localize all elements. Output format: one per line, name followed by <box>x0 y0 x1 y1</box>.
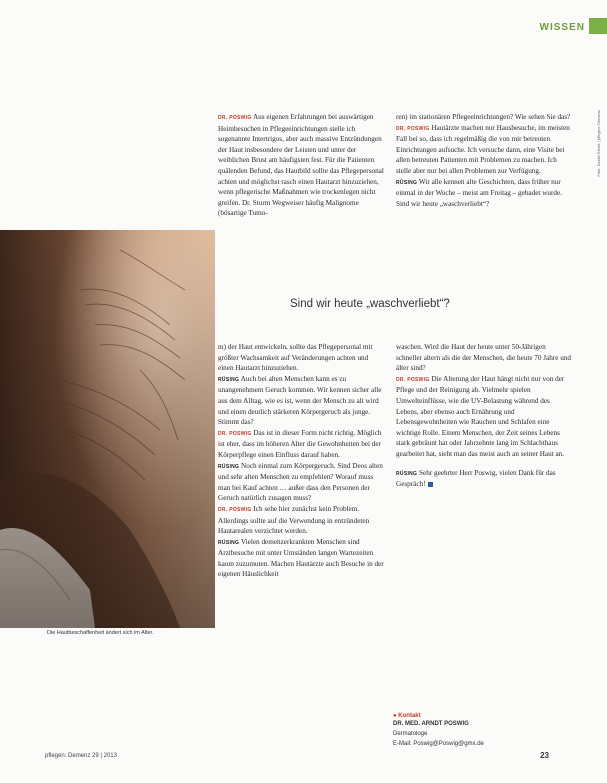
section-tag-bar <box>589 18 607 34</box>
paragraph-text: ren) im stationären Pflegeeinrichtungen? Wie sehen Sie das? <box>396 113 571 121</box>
column-1-bottom <box>218 342 384 580</box>
paragraph-text: Sehr geehrter Herr Poswig, vielen Dank für das Gespräch! <box>396 468 556 489</box>
paragraph <box>218 342 384 374</box>
paragraph <box>218 428 384 461</box>
paragraph <box>396 468 572 490</box>
paragraph-text: Das ist in dieser Form nicht richtig. Möglich ist eher, dass im höheren Alter die Gewohnheiten bei der Körperpflege einen Einfluss darauf haben. <box>218 428 382 459</box>
speaker-label: RÜSING <box>396 470 418 477</box>
paragraph <box>396 177 572 210</box>
contact-label-text: Kontakt <box>398 713 421 719</box>
paragraph-text: Ich sehe hier zunächst kein Problem. Allerdings sollte auf die Verwendung in entzündeten Hautarealen verzichtet werden. <box>218 504 370 536</box>
paragraph-text: Aus eigenen Erfahrungen bei auswärtigen Heimbesuchen in Pflegeeinrichtungen stelle ich sogenannte Intertrigos, aber auch massive Entzündungen der Haut insbesondere der Leisten und unter der weiblichen Brust am häufigsten fest. Für die Patienten quälenden Befund, das Hautbild sollte das Pflegepersonal achten und möglichst rasch einen Hautarzt hinzuziehen, wenn pflegerische Maßnahmen wie trockenlegen nicht greifen. Dr. Sturm Wegweiser häufig Malignome (bösartige Tumo- <box>218 113 384 218</box>
paragraph-text: Hautärzte machen nur Hausbesuche, im meisten Fall bei so, dass ich regelmäßig die von mir betreuten Einrichtungen aufsuche. Ich versuche dann, eine Visite bei allen betreuten Patienten mit Problemen zu machen. Ich stelle aber nur bei allen Problemen zur Verfügung. <box>396 123 570 175</box>
end-mark-icon <box>428 482 433 487</box>
paragraph <box>396 342 572 374</box>
contact-role: Dermatologe <box>393 731 428 737</box>
paragraph-text: waschen. Wird die Haut der heute unter 50-Jährigen schneller altern als die der Menschen, die heute 70 Jahre und älter sind? <box>396 343 572 373</box>
contact-email[interactable]: E-Mail: Poswig@Poswig@gmx.de <box>393 741 484 747</box>
article-photo <box>0 230 215 628</box>
page-number: 23 <box>540 751 549 760</box>
speaker-label: RÜSING <box>218 463 240 470</box>
paragraph-text: Noch einmal zum Körpergeruch. Sind Deos alten und sehr alten Menschen zu empfehlen? Worauf muss man bei Kauf achten … außer dass den Personen der Geruch natürlich zusagen muss? <box>218 461 383 503</box>
paragraph <box>218 537 384 580</box>
contact-box <box>393 713 484 749</box>
paragraph <box>218 112 384 219</box>
speaker-label: DR. POSWIG <box>396 125 430 132</box>
footer-publication: pflegen: Demenz 29 | 2013 <box>45 753 117 759</box>
paragraph <box>396 374 572 460</box>
speaker-label: RÜSING <box>218 539 240 546</box>
paragraph <box>218 374 384 428</box>
side-credit: Foto: Daniel Elbert | pflegen: Demenz <box>596 110 601 177</box>
contact-name: DR. MED. ARNDT POSWIG <box>393 721 469 727</box>
paragraph-text: Die Alterung der Haut hängt nicht nur von der Pflege und der Reinigung ab. Vielmehr spielen Umwelteinflüsse, wie die UV-Belastung während des Lebens, aber ebenso auch Ernährung und Lebensgewohnheiten wie Rauchen und Schlafen eine wichtige Rolle. Einem Menschen, der Zeit seines Lebens stark gebräunt hat oder Jahrzehnte lang im Schlachthaus gearbeitet hat, sieht man das meist auch an seiner Haut an. <box>396 374 565 458</box>
paragraph <box>396 123 572 177</box>
column-1-top <box>218 112 384 219</box>
speaker-label: DR. POSWIG <box>218 430 252 437</box>
column-2-top <box>396 112 572 209</box>
paragraph <box>396 112 572 123</box>
section-tag: WISSEN <box>539 22 585 33</box>
speaker-label: RÜSING <box>396 179 418 186</box>
contact-label: ● Kontakt <box>393 713 421 719</box>
photo-caption: Die Hautbeschaffenheit ändert sich im Alter. <box>47 630 154 636</box>
speaker-label: RÜSING <box>218 376 240 383</box>
paragraph-text: m) der Haut entwickeln, sollte das Pflegepersonal mit größter Wachsamkeit auf Veränderungen achten und einen Hautarzt hinzuziehen. <box>218 343 373 373</box>
paragraph <box>218 504 384 537</box>
speaker-label: DR. POSWIG <box>218 506 252 513</box>
paragraph-text: Auch bei alten Menschen kann es zu unangenehmem Geruch kommen. Wir kennen sicher alle aus dem Alltag, wie es ist, wenn der Mensch zu alt wird und einen deutlich stärkeren Körpergeruch als junge. Stimmt das? <box>218 374 382 427</box>
paragraph <box>218 461 384 504</box>
column-2-bottom <box>396 342 572 490</box>
paragraph-text: Vielen demenzerkrankten Menschen sind Arztbesuche mit unter Umständen langen Wartezeiten kaum zuzumuten. Machen Hautärzte auch Besuche in der eigenen Häuslichkeit <box>218 537 384 579</box>
paragraph-text: Wir alle kennen alte Geschichten, dass früher nur einmal in der Woche – meist am Freitag – gebadet wurde. Sind wir heute „waschverliebt“? <box>396 177 562 208</box>
speaker-label: DR. POSWIG <box>396 376 430 383</box>
speaker-label: DR. POSWIG <box>218 115 252 121</box>
neck-skin-image <box>0 230 215 628</box>
section-heading: Sind wir heute „waschverliebt“? <box>290 298 450 310</box>
